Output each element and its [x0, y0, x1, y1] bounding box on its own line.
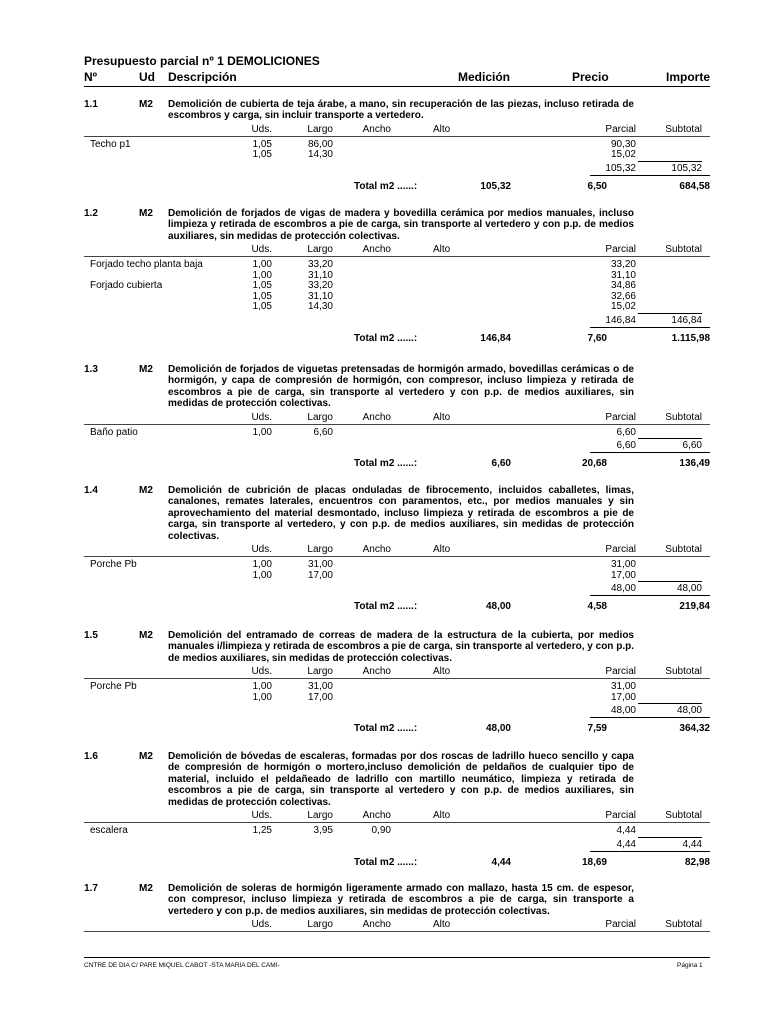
column-header-precio: Precio	[572, 70, 609, 84]
item-code: 1.3	[84, 364, 98, 375]
measurement-parcial: 15,02	[610, 149, 636, 161]
item-unit: M2	[139, 751, 153, 762]
item-description: Demolición de cubierta de teja árabe, a mano, sin recuperación de las piezas, incluso retirada de escombros y carga, sin incluir transporte a vertedero.	[168, 99, 634, 122]
subheader-largo: Largo	[307, 411, 333, 423]
total-rule	[590, 327, 710, 328]
subheader-alto: Alto	[433, 919, 451, 931]
item-code: 1.6	[84, 751, 98, 762]
item-description: Demolición de bóvedas de escaleras, formadas por dos roscas de ladrillo hueco sencillo y capa de compresión de hormigón o mortero,incluso demolición de peldaños de cualquier tipo de material, incluido el peldañeado de ladrillo con martillo neumático, limpieza y retirada de escombros a pie de carga, sin transporte al vertedero y con p.p. de medios auxiliares, sin medidas de protección colectivas.	[168, 751, 634, 808]
total-precio: 7,59	[587, 723, 607, 735]
measurement-largo: 31,00	[307, 559, 333, 570]
measurement-label: Forjado cubierta	[90, 280, 163, 292]
measurement-label: Techo p1	[90, 138, 131, 150]
subheader-uds: Uds.	[251, 123, 272, 135]
subtotal-rule	[638, 703, 702, 704]
subheader-alto: Alto	[433, 810, 451, 821]
item-unit: M2	[139, 485, 153, 496]
subheader-parcial: Parcial	[605, 544, 636, 555]
subheader-ancho: Ancho	[362, 919, 391, 931]
total-importe: 684,58	[679, 180, 710, 192]
measurement-rule	[84, 678, 710, 679]
total-label: Total m2 ......:	[354, 723, 418, 735]
item-code: 1.2	[84, 208, 98, 219]
measurement-uds: 1,05	[252, 290, 272, 302]
measurement-uds: 1,05	[252, 138, 272, 150]
subtotal-rule	[638, 313, 702, 314]
header-rule	[84, 86, 710, 87]
item-description: Demolición de forjados de vigas de madera y bovedilla cerámica por medios manuales, incluso limpieza y retirada de escombros a pie de carga, sin transporte al vertedero y con p.p. de medios auxiliares, sin medidas de protección colectivas.	[168, 208, 634, 242]
measurement-label: Baño patio	[90, 426, 138, 438]
measurement-rule	[84, 931, 710, 932]
measurement-rule	[84, 136, 710, 137]
subheader-parcial: Parcial	[605, 244, 636, 256]
subheader-largo: Largo	[307, 244, 333, 256]
subtotal-rule	[638, 837, 702, 838]
footer-project: CNTRE DE DIA C/ PARE MIQUEL CABOT -STA MARIA DEL CAMI-	[84, 962, 280, 969]
measurement-largo: 14,30	[307, 301, 333, 313]
measurement-parcial: 17,00	[610, 691, 636, 703]
measurement-largo: 14,30	[307, 149, 333, 161]
total-rule	[590, 717, 710, 718]
measurement-largo: 33,20	[307, 259, 333, 271]
subheader-ancho: Ancho	[362, 244, 391, 256]
parcial-total: 146,84	[605, 314, 636, 326]
subheader-parcial: Parcial	[605, 123, 636, 135]
item-description: Demolición del entramado de correas de madera de la estructura de la cubierta, por medios manuales i/limpieza y retirada de escombros a pie de carga, sin transporte al vertedero, y con p.p. de medios auxiliares, sin medidas de protección colectivas.	[168, 630, 634, 664]
measurement-parcial: 4,44	[616, 825, 636, 836]
measurement-label: escalera	[90, 825, 128, 836]
subheader-parcial: Parcial	[605, 411, 636, 423]
total-rule	[590, 175, 710, 176]
measurement-uds: 1,05	[252, 301, 272, 313]
measurement-uds: 1,00	[252, 269, 272, 281]
subheader-uds: Uds.	[251, 810, 272, 821]
item-code: 1.1	[84, 99, 98, 110]
total-precio: 7,60	[587, 332, 607, 344]
subheader-uds: Uds.	[251, 666, 272, 678]
total-rule	[590, 595, 710, 596]
measurement-rule	[84, 424, 710, 425]
measurement-largo: 31,10	[307, 269, 333, 281]
subheader-subtotal: Subtotal	[665, 666, 702, 678]
column-header-description: Descripción	[168, 70, 237, 84]
subtotal-value: 6,60	[682, 440, 702, 452]
item-code: 1.7	[84, 883, 98, 894]
subheader-uds: Uds.	[251, 411, 272, 423]
subheader-largo: Largo	[307, 810, 333, 821]
page-title: Presupuesto parcial nº 1 DEMOLICIONES	[84, 54, 320, 68]
total-medicion: 4,44	[491, 856, 511, 868]
measurement-uds: 1,00	[252, 691, 272, 703]
measurement-uds: 1,05	[252, 149, 272, 161]
parcial-total: 4,44	[616, 838, 636, 850]
subheader-alto: Alto	[433, 244, 451, 256]
subheader-uds: Uds.	[251, 919, 272, 931]
total-label: Total m2 ......:	[354, 332, 418, 344]
measurement-label: Porche Pb	[90, 681, 137, 693]
total-precio: 18,69	[581, 856, 607, 868]
measurement-largo: 31,10	[307, 290, 333, 302]
subheader-ancho: Ancho	[362, 666, 391, 678]
item-code: 1.5	[84, 630, 98, 641]
measurement-parcial: 90,30	[610, 138, 636, 150]
column-header-importe: Importe	[666, 70, 711, 84]
subheader-alto: Alto	[433, 411, 451, 423]
total-medicion: 48,00	[485, 601, 511, 612]
total-label: Total m2 ......:	[354, 601, 418, 612]
measurement-largo: 86,00	[307, 138, 333, 150]
subtotal-value: 105,32	[671, 162, 702, 174]
measurement-uds: 1,25	[252, 825, 272, 836]
measurement-largo: 6,60	[313, 426, 333, 438]
item-unit: M2	[139, 630, 153, 641]
item-description: Demolición de cubrición de placas onduladas de fibrocemento, incluidos caballetes, limas, canalones, remates laterales, encuentros con paramentos, etc., por medios manuales y sin aprovechamiento del material desmontado, incluso limpieza y retirada de escombros a pie de carga, sin transporte al vertedero, y con p.p. de medios auxiliares, sin medidas de protección colectivas.	[168, 485, 634, 542]
subheader-alto: Alto	[433, 123, 451, 135]
total-precio: 6,50	[587, 180, 607, 192]
subheader-largo: Largo	[307, 544, 333, 555]
measurement-rule	[84, 556, 710, 557]
total-importe: 82,98	[684, 856, 710, 868]
subtotal-value: 4,44	[682, 838, 702, 850]
total-label: Total m2 ......:	[354, 458, 418, 470]
measurement-label: Forjado techo planta baja	[90, 259, 203, 271]
measurement-largo: 3,95	[313, 825, 333, 836]
measurement-rule	[84, 822, 710, 823]
subheader-parcial: Parcial	[605, 810, 636, 821]
subheader-uds: Uds.	[251, 544, 272, 555]
subtotal-value: 48,00	[676, 705, 702, 717]
measurement-parcial: 33,20	[610, 259, 636, 271]
item-description: Demolición de soleras de hormigón ligeramente armado con mallazo, hasta 15 cm. de espesor, con compresor, incluso limpieza y retirada de escombros a pie de carga, sin transporte a vertedero y con p.p. de medios auxiliares, sin medidas de protección colectivas.	[168, 883, 634, 917]
measurement-parcial: 17,00	[610, 569, 636, 581]
footer-rule	[84, 957, 710, 958]
total-medicion: 146,84	[480, 332, 511, 344]
total-importe: 219,84	[679, 601, 710, 612]
measurement-parcial: 15,02	[610, 301, 636, 313]
total-precio: 4,58	[587, 601, 607, 612]
total-importe: 136,49	[679, 458, 710, 470]
parcial-total: 105,32	[605, 162, 636, 174]
subheader-alto: Alto	[433, 666, 451, 678]
subheader-subtotal: Subtotal	[665, 411, 702, 423]
measurement-uds: 1,00	[252, 426, 272, 438]
total-rule	[590, 851, 710, 852]
total-medicion: 105,32	[480, 180, 511, 192]
subheader-largo: Largo	[307, 919, 333, 931]
column-header-unit: Ud	[139, 70, 155, 84]
parcial-total: 48,00	[610, 705, 636, 717]
subheader-parcial: Parcial	[605, 666, 636, 678]
measurement-uds: 1,00	[252, 681, 272, 693]
item-code: 1.4	[84, 485, 98, 496]
item-unit: M2	[139, 208, 153, 219]
subtotal-rule	[638, 438, 702, 439]
measurement-parcial: 31,10	[610, 269, 636, 281]
measurement-label: Porche Pb	[90, 559, 137, 570]
footer-page-number: Página 1	[677, 962, 703, 969]
subheader-subtotal: Subtotal	[665, 123, 702, 135]
measurement-parcial: 34,86	[610, 280, 636, 292]
parcial-total: 48,00	[610, 583, 636, 594]
parcial-total: 6,60	[616, 440, 636, 452]
item-unit: M2	[139, 364, 153, 375]
measurement-ancho: 0,90	[371, 825, 391, 836]
item-unit: M2	[139, 99, 153, 110]
subheader-subtotal: Subtotal	[665, 244, 702, 256]
measurement-parcial: 32,66	[610, 290, 636, 302]
measurement-largo: 17,00	[307, 569, 333, 581]
subheader-parcial: Parcial	[605, 919, 636, 931]
measurement-uds: 1,00	[252, 259, 272, 271]
measurement-rule	[84, 256, 710, 257]
subheader-subtotal: Subtotal	[665, 544, 702, 555]
subheader-subtotal: Subtotal	[665, 919, 702, 931]
item-unit: M2	[139, 883, 153, 894]
measurement-parcial: 31,00	[610, 559, 636, 570]
total-rule	[590, 452, 710, 453]
subtotal-value: 146,84	[671, 314, 702, 326]
measurement-largo: 31,00	[307, 681, 333, 693]
subheader-uds: Uds.	[251, 244, 272, 256]
column-header-number: Nº	[84, 70, 98, 84]
subheader-ancho: Ancho	[362, 411, 391, 423]
total-label: Total m2 ......:	[354, 856, 418, 868]
subheader-largo: Largo	[307, 123, 333, 135]
total-precio: 20,68	[581, 458, 607, 470]
total-medicion: 6,60	[491, 458, 511, 470]
measurement-uds: 1,05	[252, 280, 272, 292]
subheader-ancho: Ancho	[362, 544, 391, 555]
measurement-parcial: 31,00	[610, 681, 636, 693]
measurement-parcial: 6,60	[616, 426, 636, 438]
total-medicion: 48,00	[485, 723, 511, 735]
subtotal-rule	[638, 581, 702, 582]
measurement-largo: 33,20	[307, 280, 333, 292]
subheader-subtotal: Subtotal	[665, 810, 702, 821]
total-importe: 364,32	[679, 723, 710, 735]
total-label: Total m2 ......:	[354, 180, 418, 192]
measurement-uds: 1,00	[252, 569, 272, 581]
total-importe: 1.115,98	[671, 332, 710, 344]
subtotal-rule	[638, 161, 702, 162]
measurement-uds: 1,00	[252, 559, 272, 570]
subheader-largo: Largo	[307, 666, 333, 678]
column-header-medicion: Medición	[458, 70, 511, 84]
item-description: Demolición de forjados de viguetas pretensadas de hormigón armado, bovedillas cerámicas o de hormigón, y capa de compresión de hormigón, con compresor, incluso limpieza y retirada de escombros a pie de carga, sin transporte al vertedero y con p.p. de medios auxiliares, sin medidas de protección colectivas.	[168, 364, 634, 410]
subheader-ancho: Ancho	[362, 810, 391, 821]
subheader-alto: Alto	[433, 544, 451, 555]
subtotal-value: 48,00	[676, 583, 702, 594]
measurement-largo: 17,00	[307, 691, 333, 703]
subheader-ancho: Ancho	[362, 123, 391, 135]
